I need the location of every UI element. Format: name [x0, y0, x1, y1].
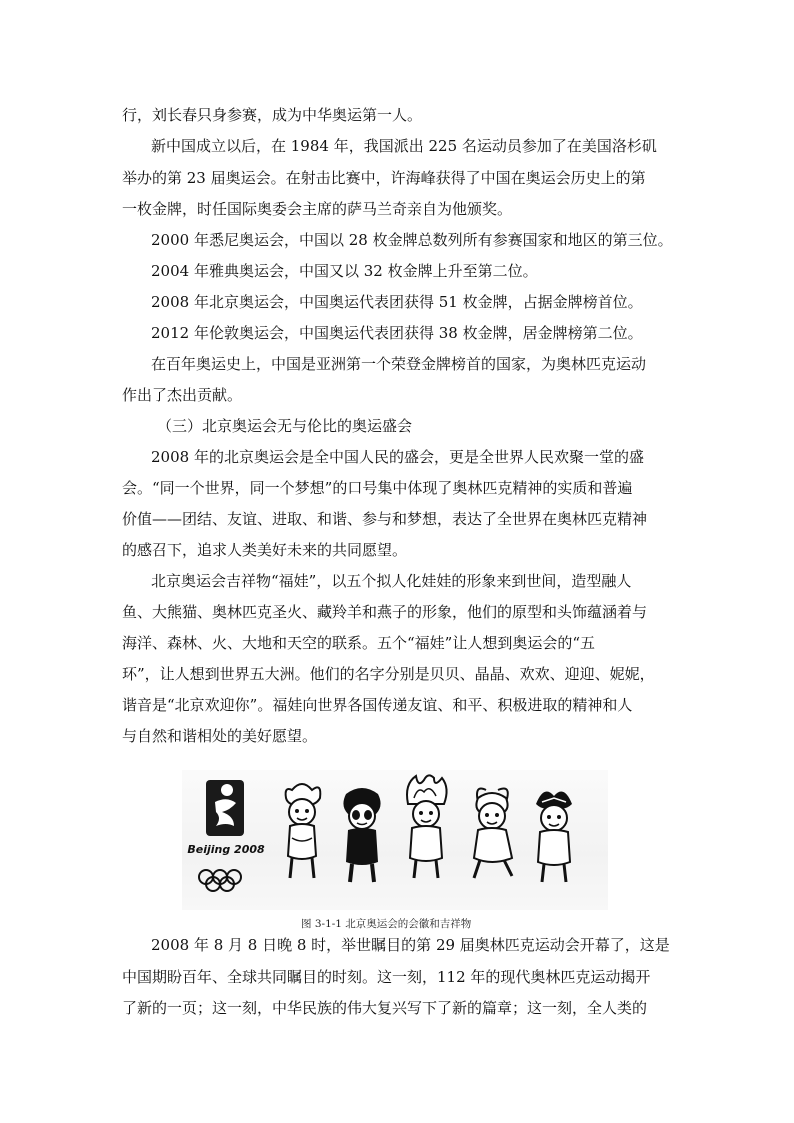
- mascot-beibei-icon: [286, 784, 321, 878]
- paragraph-line: 2008 年 8 月 8 日晚 8 时，举世瞩目的第 29 届奥林匹克运动会开幕了，这是: [151, 936, 670, 954]
- emblem-wordmark: Beijing 2008: [187, 843, 265, 856]
- paragraph-line: 与自然和谐相处的美好愿望。: [122, 727, 318, 745]
- paragraph-line: 2008 年的北京奥运会是全中国人民的盛会，更是全世界人民欢聚一堂的盛: [151, 448, 644, 466]
- mascot-huanhuan-icon: [407, 775, 447, 878]
- paragraph-line: 的感召下，追求人类美好未来的共同愿望。: [122, 541, 408, 559]
- paragraph-line: 谐音是“北京欢迎你”。福娃向世界各国传递友谊、和平、积极进取的精神和人: [122, 696, 633, 714]
- paragraph-line: 北京奥运会吉祥物“福娃”，以五个拟人化娃娃的形象来到世间，造型融人: [151, 572, 632, 590]
- figure-caption: 图 3-1-1 北京奥运会的会徽和吉祥物: [301, 918, 472, 930]
- emblem-and-mascots-figure: [182, 770, 608, 930]
- paragraph-line: 在百年奥运史上，中国是亚洲第一个荣登金牌榜首的国家，为奥林匹克运动: [151, 355, 647, 373]
- paragraph-line: 价值——团结、友谊、进取、和谐、参与和梦想，表达了全世界在奥林匹克精神: [122, 510, 648, 528]
- figure-illustration: [182, 770, 608, 910]
- paragraph-line: 2012 年伦敦奥运会，中国奥运代表团获得 38 枚金牌，居金牌榜第二位。: [151, 324, 643, 342]
- paragraph-line: 环”，让人想到世界五大洲。他们的名字分别是贝贝、晶晶、欢欢、迎迎、妮妮，: [122, 665, 655, 683]
- mascot-nini-icon: [536, 792, 572, 883]
- paragraph-line: 一枚金牌，时任国际奥委会主席的萨马兰奇亲自为他颁奖。: [122, 200, 513, 218]
- paragraph-line: 海洋、森林、火、大地和天空的联系。五个“福娃”让人想到奥运会的“五: [122, 634, 596, 652]
- paragraph-line: 会。“同一个世界，同一个梦想”的口号集中体现了奥林匹克精神的实质和普遍: [122, 479, 633, 497]
- paragraph-line: 作出了杰出贡献。: [122, 386, 243, 404]
- paragraph-line: 新中国成立以后，在 1984 年，我国派出 225 名运动员参加了在美国洛杉矶: [151, 137, 657, 155]
- paragraph-line: 举办的第 23 届奥运会。在射击比赛中，许海峰获得了中国在奥运会历史上的第: [122, 169, 646, 187]
- mascot-jingjing-icon: [343, 788, 380, 882]
- paragraph-line: 行，刘长春只身参赛，成为中华奥运第一人。: [122, 106, 423, 124]
- paragraph-line: 2000 年悉尼奥运会，中国以 28 枚金牌总数列所有参赛国家和地区的第三位。: [151, 231, 673, 249]
- paragraph-line: 2004 年雅典奥运会，中国又以 32 枚金牌上升至第二位。: [151, 262, 538, 280]
- paragraph-line: 2008 年北京奥运会，中国奥运代表团获得 51 枚金牌，占据金牌榜首位。: [151, 293, 643, 311]
- section-heading: （三）北京奥运会无与伦比的奥运盛会: [157, 417, 413, 435]
- olympic-rings-icon: [199, 870, 241, 891]
- paragraph-line: 鱼、大熊猫、奥林匹克圣火、藏羚羊和燕子的形象，他们的原型和头饰蕴涵着与: [122, 603, 648, 621]
- paragraph-line: 中国期盼百年、全球共同瞩目的时刻。这一刻，112 年的现代奥林匹克运动揭开: [122, 968, 651, 986]
- beijing-2008-emblem: [187, 780, 265, 891]
- mascot-yingying-icon: [474, 789, 512, 879]
- paragraph-line: 了新的一页；这一刻，中华民族的伟大复兴写下了新的篇章；这一刻，全人类的: [122, 999, 648, 1017]
